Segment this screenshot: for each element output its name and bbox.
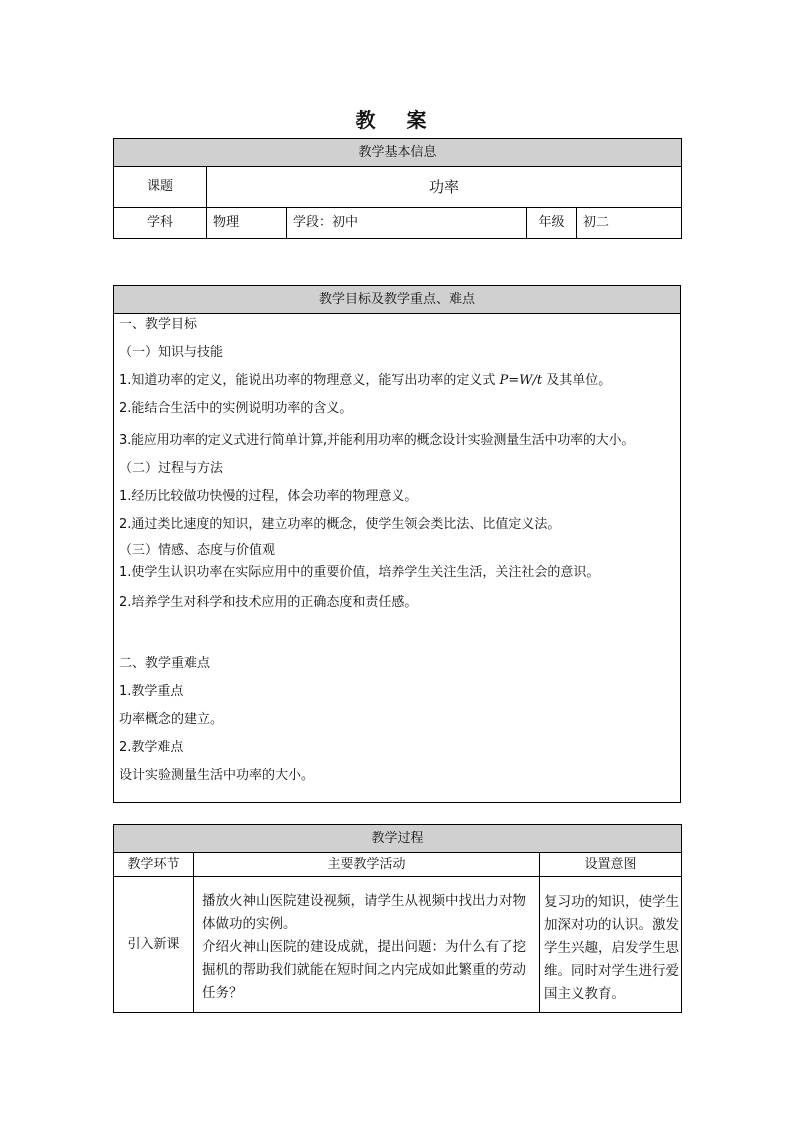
goal-line: 二、教学重难点	[119, 656, 211, 671]
col-header-activity: 主要教学活动	[194, 853, 540, 877]
grade-label: 年级	[527, 208, 577, 239]
goal-line: （一）知识与技能	[119, 345, 224, 360]
goal-line: 1.教学重点	[119, 684, 184, 699]
col-header-intent: 设置意图	[540, 853, 682, 877]
goal-line: （三）情感、态度与价值观	[119, 543, 276, 558]
goals-content	[114, 314, 681, 803]
goal-line: 2.教学难点	[119, 740, 184, 755]
goal-line: 功率概念的建立。	[119, 712, 224, 727]
process-header: 教学过程	[114, 825, 682, 853]
goal-line: 1.经历比较做功快慢的过程，体会功率的物理意义。	[119, 489, 418, 504]
stage-value: 学段：初中	[287, 208, 527, 239]
activity-paragraph: 播放火神山医院建设视频，请学生从视频中找出力对物体做功的实例。	[202, 893, 526, 932]
goal-line: 3.能应用功率的定义式进行简单计算,并能利用功率的概念设计实验测量生活中功率的大小。	[119, 433, 635, 448]
goals-header: 教学目标及教学重点、难点	[114, 286, 681, 314]
topic-label: 课题	[114, 167, 207, 208]
goal-line: 1.使学生认识功率在实际应用中的重要价值，培养学生关注生活，关注社会的意识。	[119, 565, 600, 580]
stage-cell: 引入新课	[114, 877, 194, 1013]
grade-value: 初二	[577, 208, 682, 239]
formula: P=W/t	[499, 373, 543, 388]
page-title: 教 案	[355, 108, 439, 132]
goal-line: 设计实验测量生活中功率的大小。	[119, 768, 315, 783]
goal-line: （二）过程与方法	[119, 461, 224, 476]
activity-cell	[194, 877, 540, 1013]
goal-line: 2.培养学生对科学和技术应用的正确态度和责任感。	[119, 595, 418, 610]
goals-table	[113, 285, 681, 803]
goal-line: 一、教学目标	[119, 317, 198, 332]
basic-info-header: 教学基本信息	[114, 139, 682, 167]
subject-value: 物理	[207, 208, 287, 239]
goal-line: 1.知道功率的定义，能说出功率的物理意义，能写出功率的定义式 P=W/t 及其单位。	[119, 373, 612, 388]
basic-info-table	[113, 138, 682, 239]
topic-value: 功率	[207, 167, 682, 208]
col-header-stage: 教学环节	[114, 853, 194, 877]
subject-label: 学科	[114, 208, 207, 239]
goal-line: 2.能结合生活中的实例说明功率的含义。	[119, 401, 353, 416]
process-table	[113, 824, 682, 1013]
activity-paragraph: 介绍火神山医院的建设成就，提出问题：为什么有了挖掘机的帮助我们就能在短时间之内完成如此繁重的劳动任务？	[202, 939, 526, 1001]
goal-line: 2.通过类比速度的知识，建立功率的概念，使学生领会类比法、比值定义法。	[119, 517, 561, 532]
intent-cell: 复习功的知识，使学生加深对功的认识。激发学生兴趣，启发学生思维。同时对学生进行爱国主义教育。	[540, 877, 682, 1013]
